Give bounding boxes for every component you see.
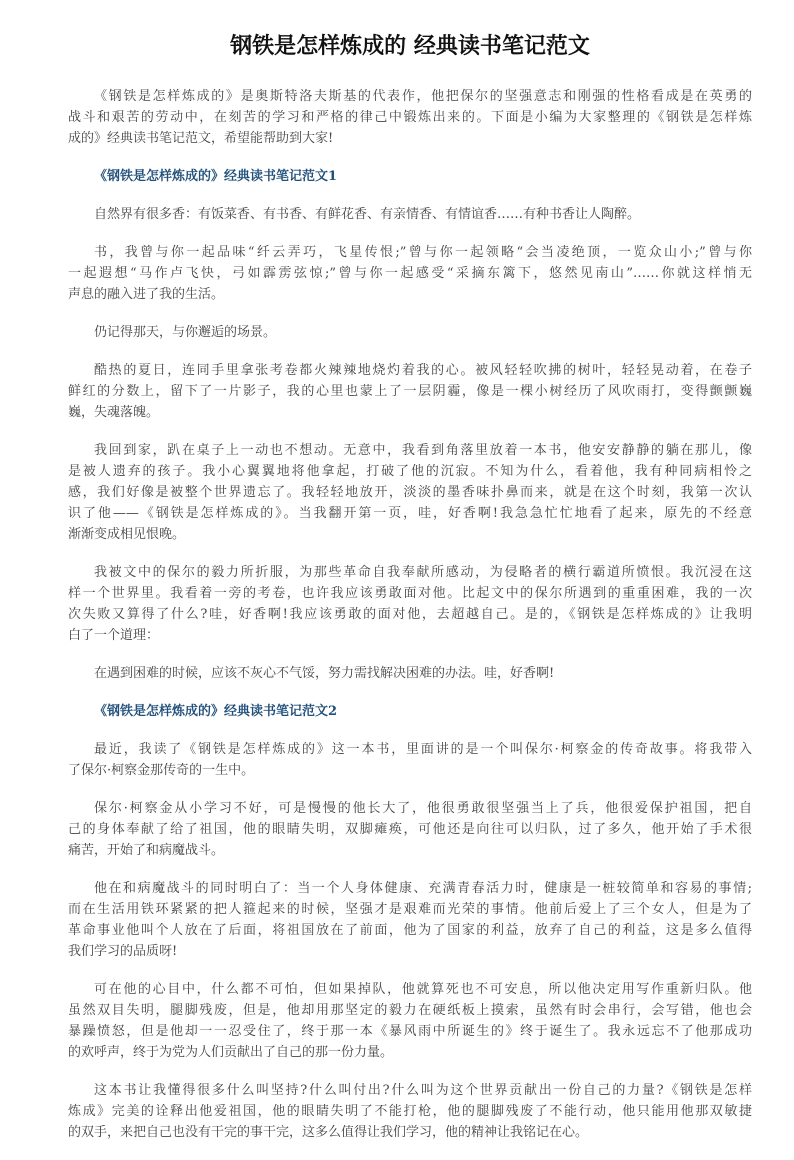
paragraph-line: 酷热的夏日，连同手里拿张考卷都火辣辣地烧灼着我的心。被风轻轻吹拂的树叶，轻轻晃动着，在卷子 [94,363,752,378]
section-heading: 《钢铁是怎样炼成的》经典读书笔记范文1 [94,169,338,184]
paragraph-line: 感，我们好像是被整个世界遗忘了。我轻轻地放开，淡淡的墨香味扑鼻而来，就是在这个时刻，我第一次认 [68,485,752,500]
paragraph-line: 痛苦，开始了和病魔战斗。 [68,843,225,858]
document-page [68,30,752,1160]
paragraph [68,562,752,646]
paragraph-line: 而在生活用铁环紧紧的把人箍起来的时候，坚强才是艰难而光荣的事情。他前后爱上了三个女人，但是为了 [68,902,752,917]
paragraph [68,242,752,305]
paragraph-line: 我被文中的保尔的毅力所折服，为那些革命自我奉献所感动，为侵略者的横行霸道所愤恨。我沉浸在这 [94,565,752,580]
paragraph-line: 虽然双目失明，腿脚残废，但是，他却用那坚定的毅力在硬纸板上摸索，虽然有时会串行，会写错，他也会 [68,1003,752,1018]
paragraph [68,322,752,343]
paragraph-line: 次失败又算得了什么?哇，好香啊!我应该勇敢的面对他，去超越自己。是的，《钢铁是怎样炼成的》让我明 [68,607,752,622]
paragraph-line: 我们学习的品质呀! [68,944,178,959]
paragraph [68,739,752,781]
paragraph-line: 成的》经典读书笔记范文，希望能帮助到大家! [68,131,334,146]
paragraph-line: 声息的融入进了我的生活。 [68,287,225,302]
paragraph-line: 最近，我读了《钢铁是怎样炼成的》这一本书，里面讲的是一个叫保尔·柯察金的传奇故事。将我带入 [94,742,752,757]
paragraph [68,360,752,423]
paragraph-line: 鲜红的分数上，留下了一片影子，我的心里也蒙上了一层阴霾，像是一棵小树经历了风吹雨打，变得颤颤巍 [68,384,752,399]
paragraph-line: 了保尔·柯察金那传奇的一生中。 [68,763,255,778]
paragraph-line: 暴躁愤怒，但是他却一一忍受住了，终于那一本《暴风雨中所诞生的》终于诞生了。我永远忘不了他那成功 [68,1024,752,1039]
paragraph-line: 的双手，来把自己也没有干完的事干完，这多么值得让我们学习，他的精神让我铭记在心。 [68,1125,589,1140]
paragraph [68,86,752,149]
paragraph-line: 己的身体奉献了给了祖国，他的眼睛失明，双脚瘫痪，可他还是向往可以归队，过了多久，他开始了手术很 [68,822,752,837]
paragraph-line: 《钢铁是怎样炼成的》是奥斯特洛夫斯基的代表作，他把保尔的坚强意志和刚强的性格看成是在英勇的 [94,89,752,104]
paragraph-line: 在遇到困难的时候，应该不灰心不气馁，努力需找解决困难的办法。哇，好香啊! [94,666,555,681]
paragraph [68,204,752,225]
paragraph [68,663,752,684]
paragraph-line: 渐渐变成相见恨晚。 [68,527,186,542]
paragraph-line: 保尔·柯察金从小学习不好，可是慢慢的他长大了，他很勇敢很坚强当上了兵，他很爱保护祖国，把自 [94,801,752,816]
document-body [68,86,752,1143]
paragraph-line: 他在和病魔战斗的同时明白了：当一个人身体健康、充满青春活力时，健康是一桩较简单和容易的事情; [94,881,752,896]
page-title: 钢铁是怎样炼成的 经典读书笔记范文 [230,34,590,59]
paragraph-line: 的欢呼声，终于为党为人们贡献出了自己的那一份力量。 [68,1045,394,1060]
paragraph-line: 战斗和艰苦的劳动中，在刻苦的学习和严格的律己中锻炼出来的。下面是小编为大家整理的《钢铁是怎样炼 [68,110,752,125]
paragraph-line: 我回到家，趴在桌子上一动也不想动。无意中，我看到角落里放着一本书，他安安静静的躺在那儿，像 [94,443,752,458]
paragraph-line: 自然界有很多香：有饭菜香、有书香、有鲜花香、有亲情香、有情谊香……有种书香让人陶醉。 [94,207,641,222]
section-heading: 《钢铁是怎样炼成的》经典读书笔记范文2 [94,704,338,719]
paragraph [68,798,752,861]
paragraph-line: 样一个世界里。我看着一旁的考卷，也许我应该勇敢面对他。比起文中的保尔所遇到的重重困难，我的一次 [68,586,752,601]
paragraph-line: 一起遐想“马作卢飞快，弓如霹雳弦惊;”曾与你一起感受“采摘东篱下，悠然见南山”……你就这样悄无 [68,266,752,281]
paragraph [68,1080,752,1143]
paragraph-line: 是被人遗弃的孩子。我小心翼翼地将他拿起，打破了他的沉寂。不知为什么，看着他，我有种同病相怜之 [68,464,752,479]
paragraph [68,440,752,545]
paragraph-line: 这本书让我懂得很多什么叫坚持?什么叫付出?什么叫为这个世界贡献出一份自己的力量?《钢铁是怎样 [94,1083,752,1098]
paragraph-line: 识了他——《钢铁是怎样炼成的》。当我翻开第一页，哇，好香啊!我急急忙忙地看了起来，原先的不经意 [68,506,752,521]
paragraph-line: 书，我曾与你一起品味“纤云弄巧，飞星传恨;”曾与你一起领略“会当凌绝顶，一览众山小;”曾与你 [94,245,752,260]
paragraph [68,878,752,962]
paragraph-line: 巍，失魂落魄。 [68,405,160,420]
paragraph-line: 革命事业他叫个人放在了后面，将祖国放在了前面，他为了国家的利益，放弃了自己的利益，这是多么值得 [68,923,752,938]
paragraph [68,979,752,1063]
paragraph-line: 仍记得那天，与你邂逅的场景。 [94,325,277,340]
paragraph-line: 可在他的心目中，什么都不可怕，但如果掉队，他就算死也不可安息，所以他决定用写作重新归队。他 [94,982,752,997]
paragraph-line: 炼成》完美的诠释出他爱祖国，他的眼睛失明了不能打枪，他的腿脚残废了不能行动，他只能用他那双敏捷 [68,1104,752,1119]
paragraph-line: 白了一个道理： [68,628,160,643]
